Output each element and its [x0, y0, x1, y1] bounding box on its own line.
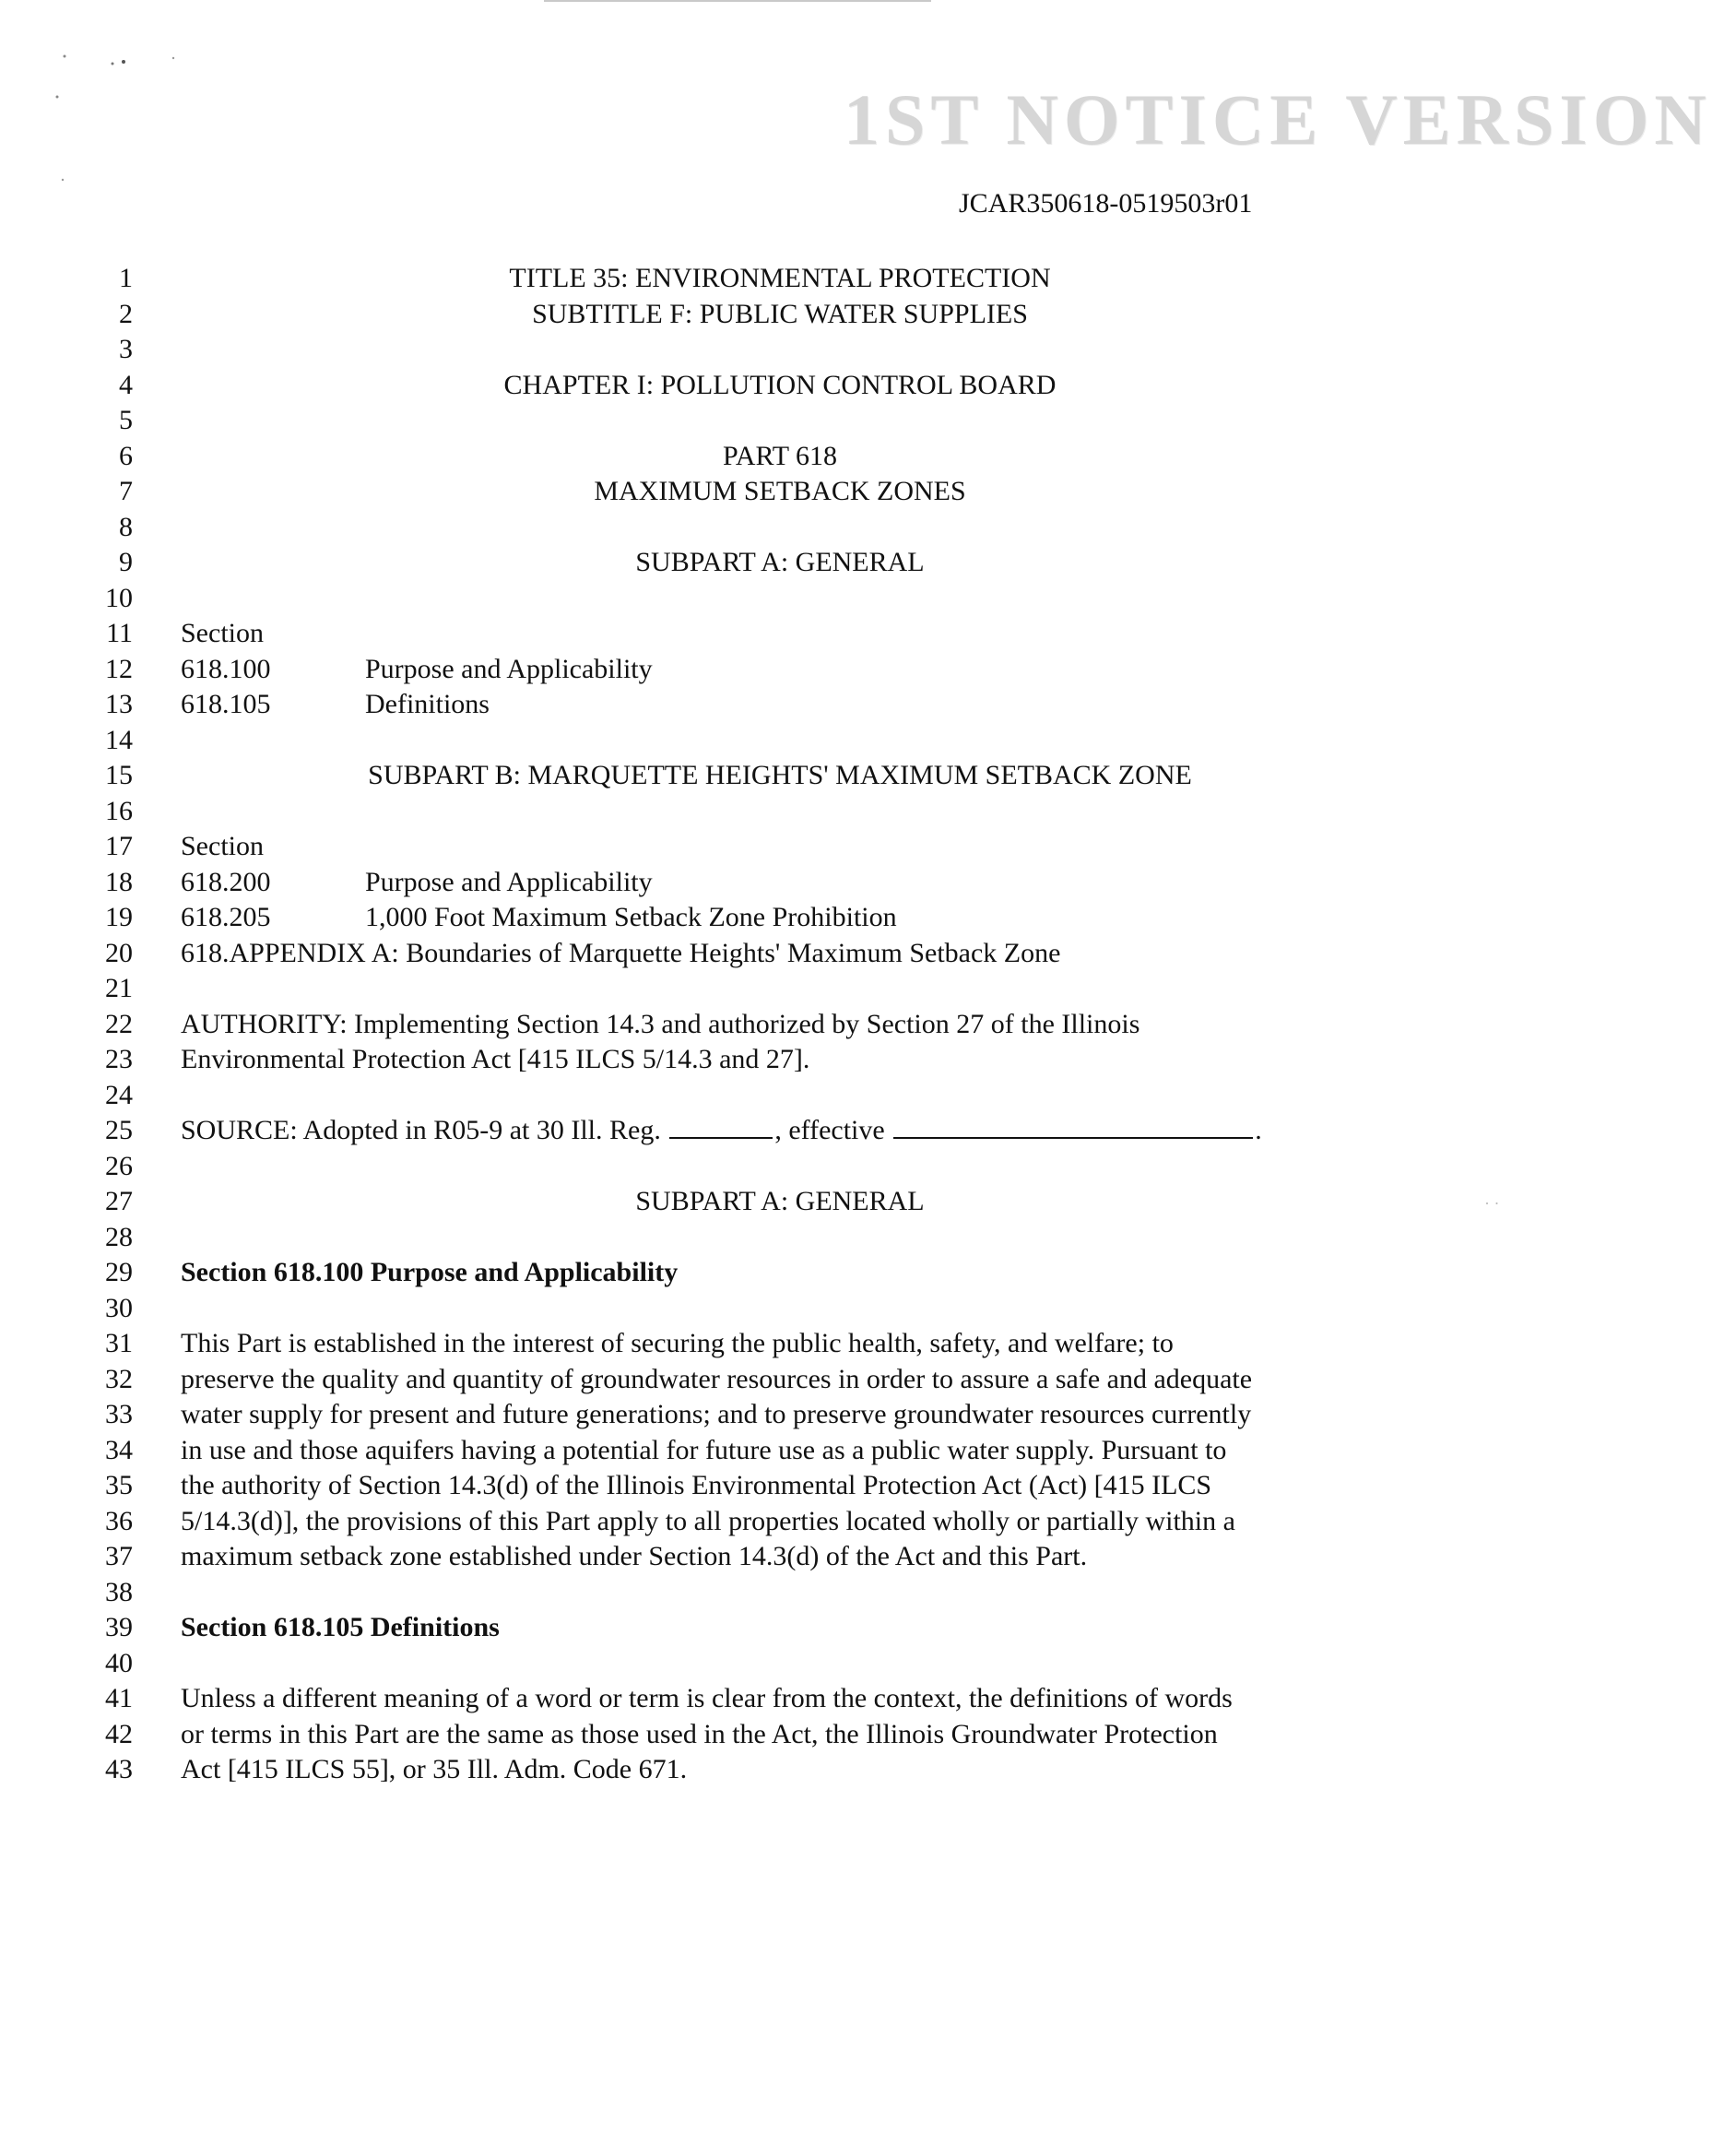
numbered-lines	[0, 261, 1534, 1788]
line-number: 11	[106, 618, 133, 648]
document-line	[0, 1646, 1534, 1682]
line-number: 4	[119, 369, 133, 400]
line-number: 3	[119, 334, 133, 364]
toc-section-title: Definitions	[365, 689, 490, 719]
line-number: 43	[105, 1754, 133, 1784]
document-line	[0, 1362, 1534, 1398]
line-number: 28	[105, 1221, 133, 1252]
line-text: in use and those aquifers having a potential for future use as a public water supply. Pursuant to	[181, 1434, 1227, 1465]
document-line	[0, 368, 1534, 404]
line-number: 16	[105, 795, 133, 826]
document-line	[0, 687, 1534, 723]
line-number: 6	[119, 440, 133, 471]
line-number: 34	[105, 1434, 133, 1465]
line-text: maximum setback zone established under Section 14.3(d) of the Act and this Part.	[181, 1541, 1088, 1571]
source-effective-label: , effective	[774, 1115, 892, 1145]
document-line	[0, 900, 1534, 936]
line-number: 26	[105, 1150, 133, 1181]
line-number: 7	[119, 476, 133, 506]
line-number: 9	[119, 547, 133, 577]
document-line	[0, 1326, 1534, 1362]
line-text: Section	[181, 831, 264, 861]
line-number: 40	[105, 1647, 133, 1678]
document-line	[0, 616, 1534, 652]
document-line	[0, 829, 1534, 865]
line-number: 2	[119, 298, 133, 329]
line-number: 39	[105, 1612, 133, 1642]
toc-section-title: Purpose and Applicability	[365, 866, 653, 897]
line-number: 31	[105, 1328, 133, 1358]
document-line	[0, 261, 1534, 297]
toc-section-title: 1,000 Foot Maximum Setback Zone Prohibition	[365, 902, 897, 932]
line-text: Unless a different meaning of a word or term is clear from the context, the definitions of words	[181, 1683, 1233, 1713]
line-number: 27	[105, 1186, 133, 1216]
document-line	[0, 1113, 1534, 1149]
source-prefix: SOURCE: Adopted in R05-9 at 30 Ill. Reg.	[181, 1115, 668, 1145]
line-number: 35	[105, 1470, 133, 1500]
document-line	[0, 1397, 1534, 1433]
toc-section-number: 618.205	[181, 902, 271, 932]
line-number: 13	[105, 689, 133, 719]
section-heading: Section 618.105 Definitions	[181, 1612, 500, 1642]
document-line	[0, 723, 1534, 759]
line-number: 19	[105, 902, 133, 932]
source-period: .	[1255, 1115, 1262, 1145]
line-number: 42	[105, 1718, 133, 1749]
line-number: 8	[119, 511, 133, 542]
line-number: 12	[105, 653, 133, 684]
line-number: 20	[105, 937, 133, 968]
line-number: 30	[105, 1292, 133, 1323]
first-notice-stamp: 1ST NOTICE VERSION	[844, 79, 1712, 160]
document-line	[0, 1255, 1534, 1291]
line-number: 21	[105, 973, 133, 1003]
document-line	[0, 652, 1534, 688]
document-line	[0, 510, 1534, 546]
document-line	[0, 1610, 1534, 1646]
line-text: or terms in this Part are the same as those used in the Act, the Illinois Groundwater Protection	[181, 1718, 1218, 1749]
scan-speck: · ·	[1484, 1194, 1500, 1213]
section-heading: Section 618.100 Purpose and Applicability	[181, 1257, 679, 1287]
centered-heading: PART 618	[722, 440, 838, 471]
centered-heading: SUBPART A: GENERAL	[635, 1186, 925, 1216]
line-number: 1	[119, 263, 133, 293]
line-text: water supply for present and future generations; and to preserve groundwater resources currently	[181, 1399, 1252, 1429]
line-text: AUTHORITY: Implementing Section 14.3 and authorized by Section 27 of the Illinois	[181, 1008, 1140, 1039]
toc-section-number: 618.200	[181, 866, 271, 897]
source-line	[181, 1113, 1262, 1149]
line-number: 37	[105, 1541, 133, 1571]
line-number: 25	[105, 1115, 133, 1145]
line-number: 36	[105, 1505, 133, 1536]
line-text: Environmental Protection Act [415 ILCS 5/14.3 and 27].	[181, 1044, 810, 1074]
line-number: 24	[105, 1079, 133, 1110]
document-line	[0, 758, 1534, 794]
document-line	[0, 403, 1534, 439]
line-number: 33	[105, 1399, 133, 1429]
line-text: This Part is established in the interest of securing the public health, safety, and welfare; to	[181, 1328, 1174, 1358]
blank-effective-date	[893, 1113, 1253, 1139]
document-line	[0, 794, 1534, 830]
centered-heading: SUBPART A: GENERAL	[635, 547, 925, 577]
line-text: the authority of Section 14.3(d) of the Illinois Environmental Protection Act (Act) [415 ILCS	[181, 1470, 1212, 1500]
document-line	[0, 545, 1534, 581]
line-text: 5/14.3(d)], the provisions of this Part apply to all properties located wholly or partially within a	[181, 1505, 1235, 1536]
document-line	[0, 1681, 1534, 1717]
line-number: 32	[105, 1363, 133, 1394]
line-text: Section	[181, 618, 264, 648]
scan-specks	[55, 51, 240, 235]
document-line	[0, 474, 1534, 510]
centered-heading: TITLE 35: ENVIRONMENTAL PROTECTION	[509, 263, 1051, 293]
line-number: 17	[105, 831, 133, 861]
document-line	[0, 581, 1534, 617]
line-number: 22	[105, 1008, 133, 1039]
document-line	[0, 1220, 1534, 1256]
document-line	[0, 1752, 1534, 1788]
document-line	[0, 1433, 1534, 1469]
document-line	[0, 1717, 1534, 1753]
blank-register-page	[669, 1113, 773, 1139]
line-number: 18	[105, 866, 133, 897]
line-number: 23	[105, 1044, 133, 1074]
centered-heading: MAXIMUM SETBACK ZONES	[594, 476, 966, 506]
document-line	[0, 971, 1534, 1007]
toc-section-title: Purpose and Applicability	[365, 653, 653, 684]
line-number: 5	[119, 405, 133, 435]
line-number: 38	[105, 1576, 133, 1607]
document-line	[0, 1078, 1534, 1114]
line-number: 14	[105, 724, 133, 755]
document-line	[0, 1007, 1534, 1043]
document-line	[0, 439, 1534, 475]
document-line	[0, 1291, 1534, 1327]
centered-heading: CHAPTER I: POLLUTION CONTROL BOARD	[503, 369, 1057, 400]
line-number: 15	[105, 760, 133, 790]
toc-section-number: 618.105	[181, 689, 271, 719]
toc-section-number: 618.100	[181, 653, 271, 684]
document-id: JCAR350618-0519503r01	[959, 188, 1253, 219]
document-line	[0, 1042, 1534, 1078]
document-line	[0, 1184, 1534, 1220]
line-text: 618.APPENDIX A: Boundaries of Marquette Heights' Maximum Setback Zone	[181, 937, 1061, 968]
document-line	[0, 1575, 1534, 1611]
document-line	[0, 1539, 1534, 1575]
line-text: Act [415 ILCS 55], or 35 Ill. Adm. Code 671.	[181, 1754, 688, 1784]
centered-heading: SUBPART B: MARQUETTE HEIGHTS' MAXIMUM SETBACK ZONE	[368, 760, 1192, 790]
document-line	[0, 1468, 1534, 1504]
line-number: 41	[105, 1683, 133, 1713]
scan-artifact-rule	[544, 0, 931, 2]
document-line	[0, 1149, 1534, 1185]
document-line	[0, 1504, 1534, 1540]
document-line	[0, 865, 1534, 901]
line-number: 29	[105, 1257, 133, 1287]
line-number: 10	[105, 582, 133, 613]
document-line	[0, 332, 1534, 368]
centered-heading: SUBTITLE F: PUBLIC WATER SUPPLIES	[532, 298, 1028, 329]
document-line	[0, 936, 1534, 972]
line-text: preserve the quality and quantity of groundwater resources in order to assure a safe and adequate	[181, 1363, 1253, 1394]
document-line	[0, 297, 1534, 333]
